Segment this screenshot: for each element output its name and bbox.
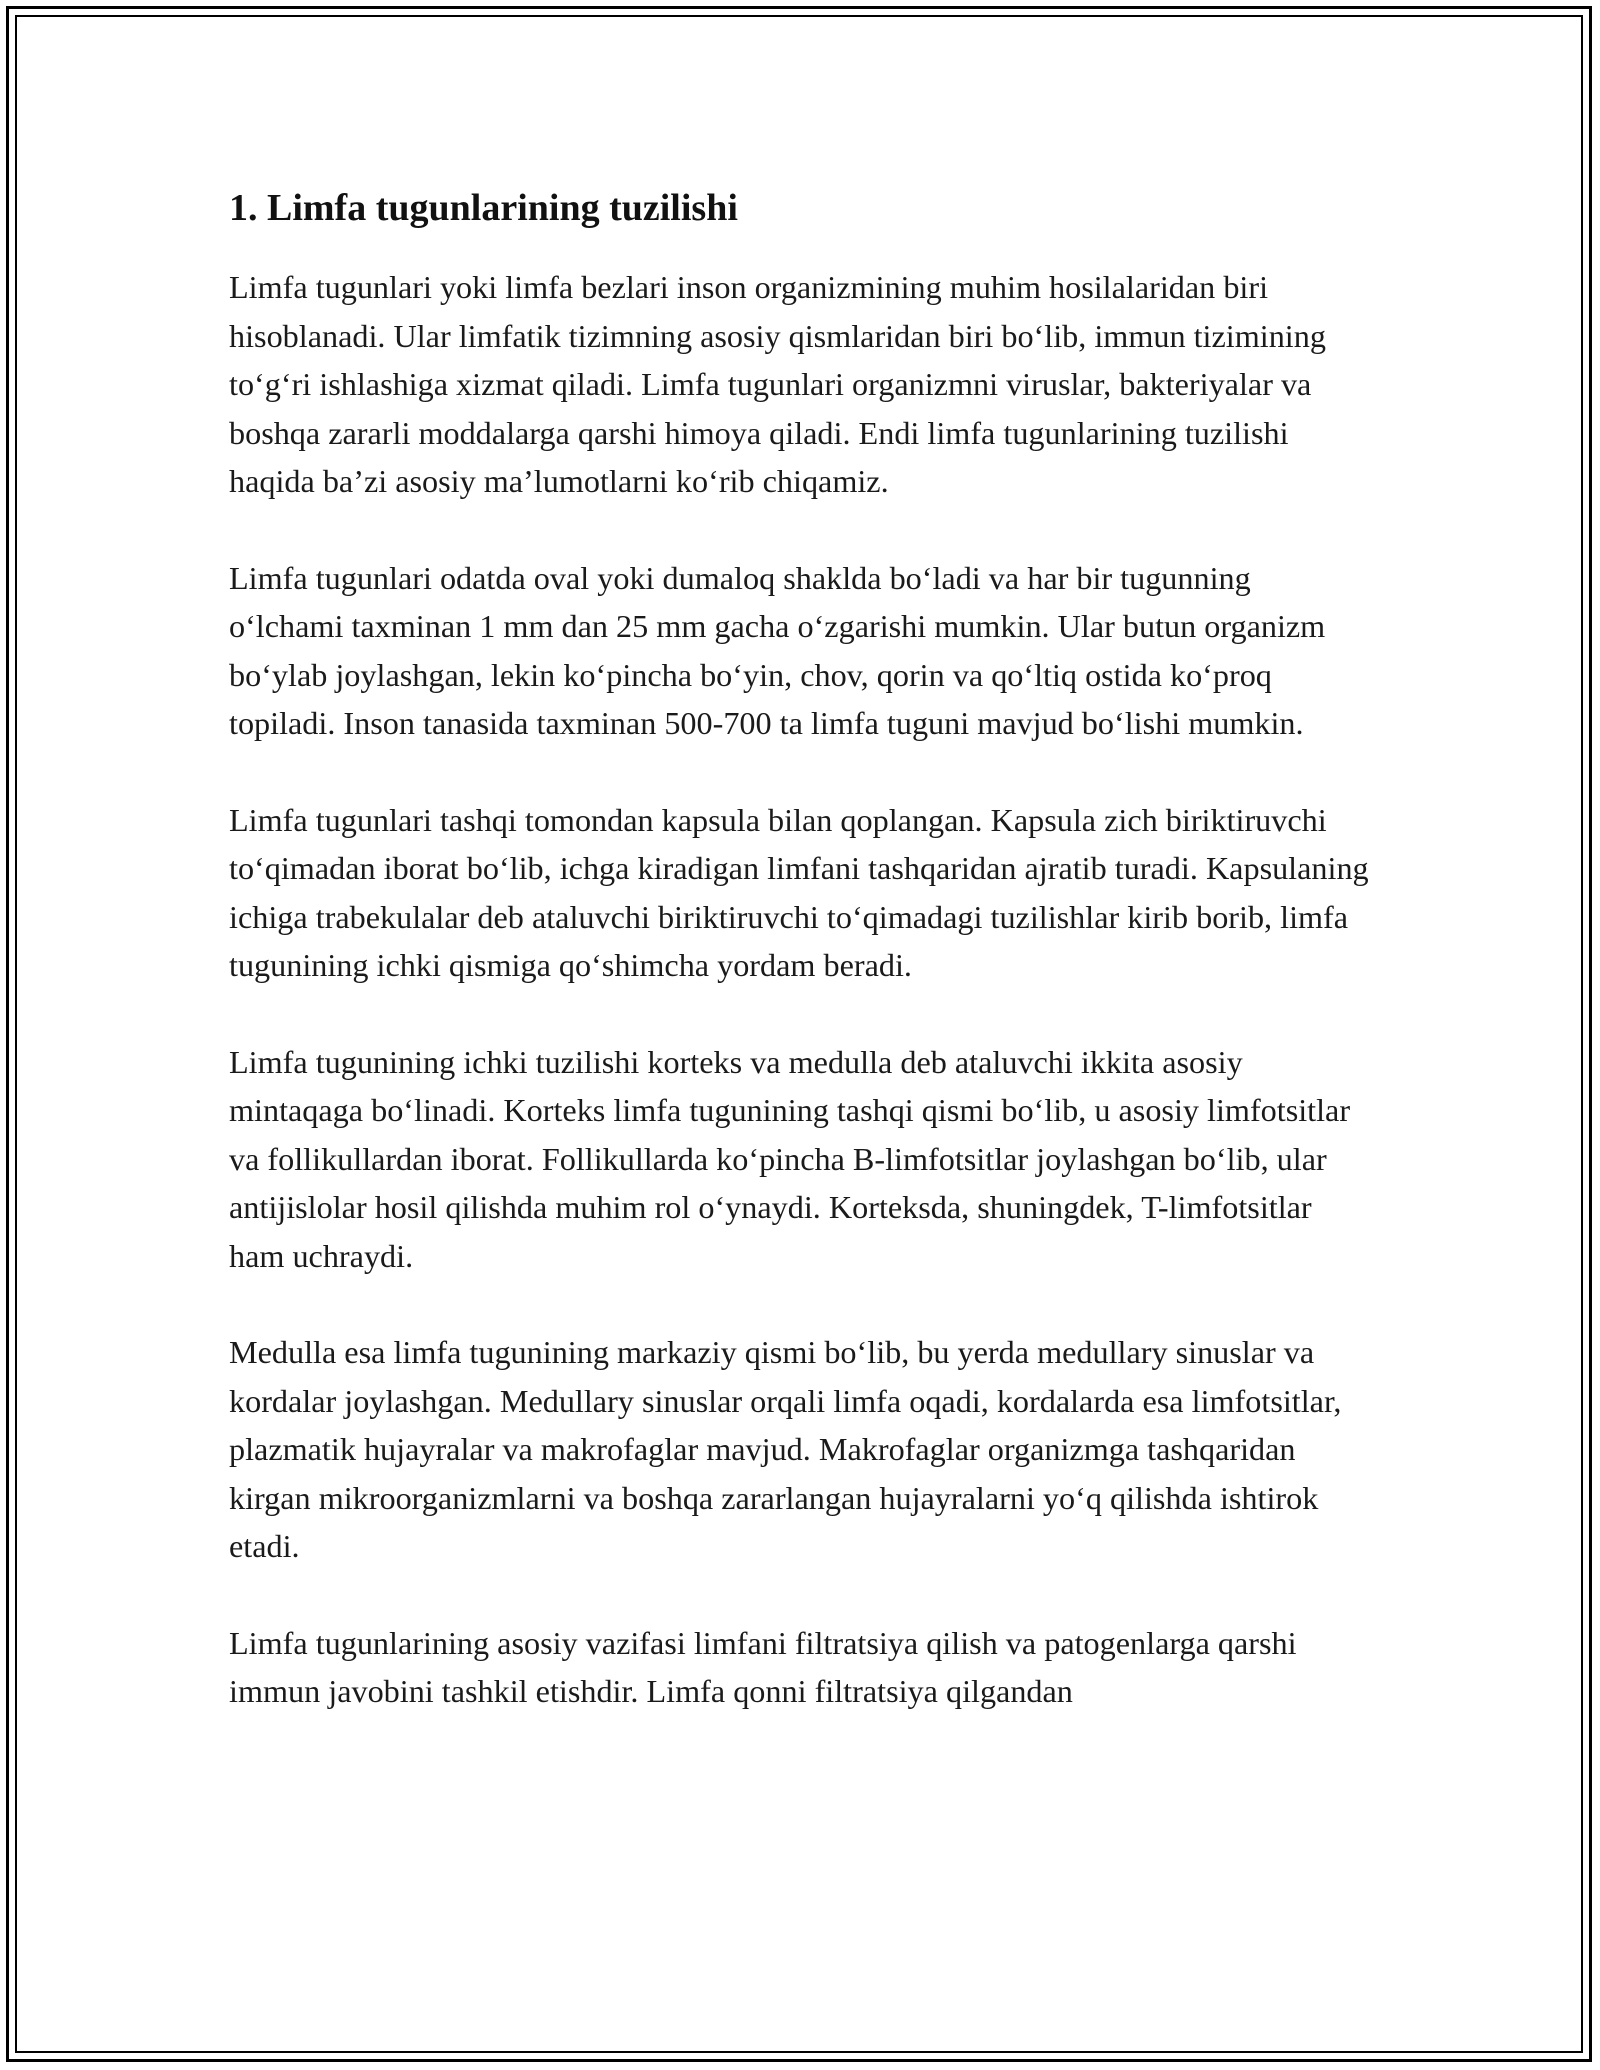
paragraph-1: Limfa tugunlari yoki limfa bezlari inson organizmining muhim hosilalaridan biri hisoblanadi. Ular limfatik tizimning asosiy qismlaridan biri bo‘lib, immun tizimining to‘g‘ri ishlashiga xizmat qiladi. Limfa tugunlari organizmni viruslar, bakteriyalar va boshqa zararli moddalarga qarshi himoya qiladi. Endi limfa tugunlarining tuzilishi haqida ba’zi asosiy ma’lumotlarni ko‘rib chiqamiz. <box>229 269 1326 500</box>
paragraph-2: Limfa tugunlari odatda oval yoki dumaloq shaklda bo‘ladi va har bir tugunning o‘lchami taxminan 1 mm dan 25 mm gacha o‘zgarishi mumkin. Ular butun organizm bo‘ylab joylashgan, lekin ko‘pincha bo‘yin, chov, qorin va qo‘ltiq ostida ko‘proq topiladi. Inson tanasida taxminan 500-700 ta limfa tuguni mavjud bo‘lishi mumkin. <box>229 559 1326 742</box>
paragraph-6: Limfa tugunlarining asosiy vazifasi limfani filtratsiya qilish va patogenlarga qarshi immun javobini tashkil etishdir. Limfa qonni filtratsiya qilgandan <box>229 1624 1297 1710</box>
paragraph-3: Limfa tugunlari tashqi tomondan kapsula bilan qoplangan. Kapsula zich biriktiruvchi to‘qimadan iborat bo‘lib, ichga kiradigan limfani tashqaridan ajratib turadi. Kapsulaning ichiga trabekulalar deb ataluvchi biriktiruvchi to‘qimadagi tuzilishlar kirib borib, limfa tugunining ichki qismiga qo‘shimcha yordam beradi. <box>229 801 1369 984</box>
section-heading: 1. Limfa tugunlarining tuzilishi <box>229 187 738 229</box>
paragraph-5: Medulla esa limfa tugunining markaziy qismi bo‘lib, bu yerda medullary sinuslar va kordalar joylashgan. Medullary sinuslar orqali limfa oqadi, kordalarda esa limfotsitlar, plazmatik hujayralar va makrofaglar mavjud. Makrofaglar organizmga tashqaridan kirgan mikroorganizmlarni va boshqa zararlangan hujayralarni yo‘q qilishda ishtirok etadi. <box>229 1334 1342 1565</box>
paragraph-4: Limfa tugunining ichki tuzilishi korteks va medulla deb ataluvchi ikkita asosiy mintaqaga bo‘linadi. Korteks limfa tugunining tashqi qismi bo‘lib, u asosiy limfotsitlar va follikullardan iborat. Follikullarda ko‘pincha B-limfotsitlar joylashgan bo‘lib, ular antijislolar hosil qilishda muhim rol o‘ynaydi. Korteksda, shuningdek, T-limfotsitlar ham uchraydi. <box>229 1043 1351 1274</box>
document-body <box>229 176 1369 1764</box>
